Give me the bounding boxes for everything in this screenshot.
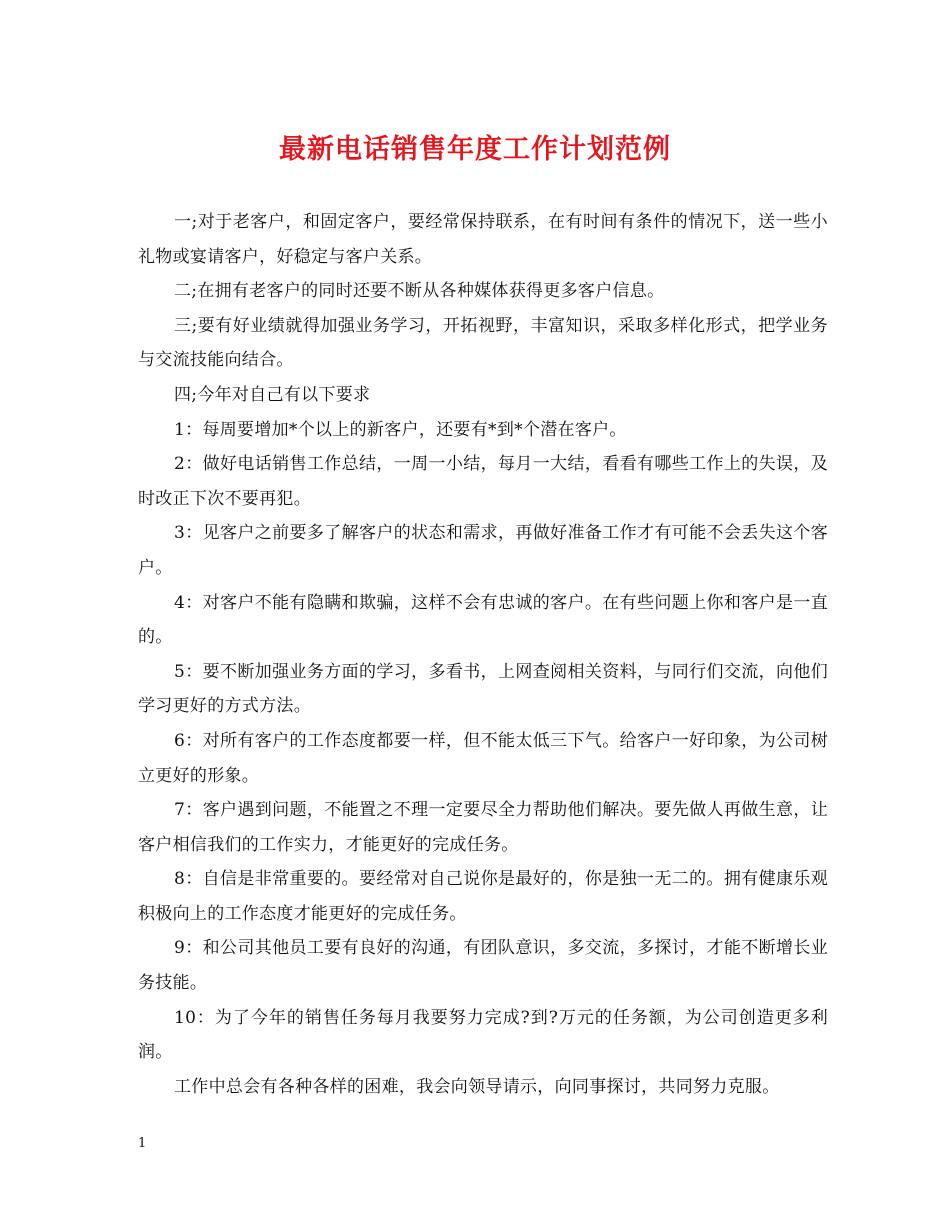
paragraph-6: 2：做好电话销售工作总结，一周一小结，每月一大结，看看有哪些工作上的失误，及时改正下次不要再犯。 (138, 454, 828, 509)
paragraph-3: 三;要有好业绩就得加强业务学习，开拓视野，丰富知识，采取多样化形式，把学业务与交流技能向结合。 (138, 315, 828, 371)
paragraph-9: 5：要不断加强业务方面的学习，多看书，上网查阅相关资料，与同行们交流，向他们学习更好的方式方法。 (138, 661, 828, 717)
paragraph-2: 二;在拥有老客户的同时还要不断从各种媒体获得更多客户信息。 (174, 281, 665, 302)
paragraph-14: 10：为了今年的销售任务每月我要努力完成?到?万元的任务额，为公司创造更多利润。 (138, 1007, 828, 1063)
paragraph-12: 8：自信是非常重要的。要经常对自己说你是最好的，你是独一无二的。拥有健康乐观积极向上的工作态度才能更好的完成任务。 (138, 869, 828, 924)
document-body (138, 205, 828, 1104)
paragraph-10: 6：对所有客户的工作态度都要一样，但不能太低三下气。给客户一好印象，为公司树立更好的形象。 (138, 730, 828, 786)
paragraph-1: 一;对于老客户，和固定客户，要经常保持联系，在有时间有条件的情况下，送一些小礼物或宴请客户，好稳定与客户关系。 (138, 212, 828, 267)
paragraph-7: 3：见客户之前要多了解客户的状态和需求，再做好准备工作才有可能不会丢失这个客户。 (138, 523, 828, 578)
page-number: 1 (138, 1136, 147, 1151)
paragraph-13: 9：和公司其他员工要有良好的沟通，有团队意识，多交流，多探讨，才能不断增长业务技能。 (138, 938, 828, 994)
paragraph-4: 四;今年对自己有以下要求 (174, 384, 371, 405)
document-title: 最新电话销售年度工作计划范例 (279, 134, 671, 165)
paragraph-15: 工作中总会有各种各样的困难，我会向领导请示，向同事探讨，共同努力克服。 (174, 1076, 780, 1097)
paragraph-8: 4：对客户不能有隐瞒和欺骗，这样不会有忠诚的客户。在有些问题上你和客户是一直的。 (138, 592, 828, 648)
paragraph-5: 1：每周要增加*个以上的新客户，还要有*到*个潜在客户。 (174, 419, 627, 440)
paragraph-11: 7：客户遇到问题，不能置之不理一定要尽全力帮助他们解决。要先做人再做生意，让客户相信我们的工作实力，才能更好的完成任务。 (138, 800, 828, 855)
